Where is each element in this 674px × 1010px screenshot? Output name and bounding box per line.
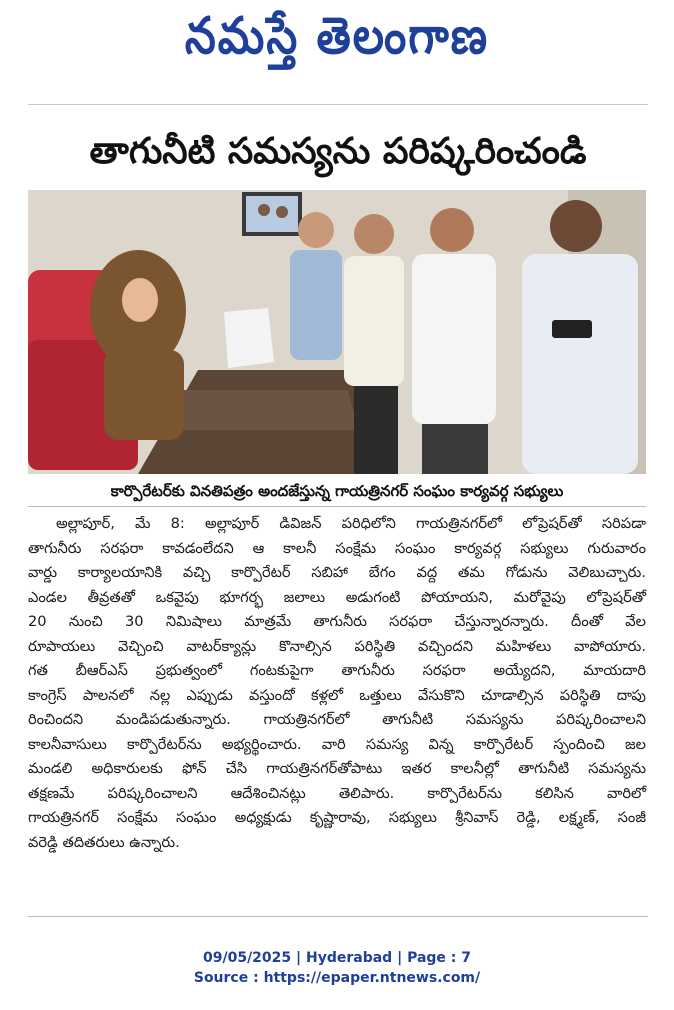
article-line: మండలి అధికారులకు ఫోన్ చేసి గాయత్రినగర్‌తోపాటు ఇతర కాలనీల్లో తాగునీటి సమస్యను (28, 760, 646, 777)
edition-info: 09/05/2025 | Hyderabad | Page : 7 (202, 950, 472, 966)
footer-divider (28, 916, 648, 917)
article-headline: తాగునీటి సమస్యను పరిష్కరించండి (89, 131, 587, 172)
article-line: ఎండల తీవ్రతతో ఒకవైపు భూగర్భ జలాలు అడుగంటి పోయాయని, మరోవైపు లోప్రెషర్‌తో (28, 588, 646, 606)
article-line: కాంగ్రెస్ పాలనలో నల్ల ఎప్పుడు వస్తుందో కళ్లలో ఒత్తులు వేసుకొని చూడాల్సిన పరిస్థితి దాపు (28, 686, 646, 704)
article-line: కాలనీవాసులు కార్పొరేటర్‌ను అభ్యర్థించారు. వారి సమస్య విన్న కార్పొరేటర్ స్పందించి జల (28, 735, 646, 753)
news-photo (28, 190, 646, 474)
header-divider (28, 104, 648, 105)
article-line: అల్లాపూర్, మే 8: అల్లాపూర్ డివిజన్ పరిధిలోని గాయత్రినగర్‌లో లోప్రెషర్‌తో సరిపడా (56, 515, 646, 532)
article-line: గాయత్రినగర్ సంక్షేమ సంఘం అధ్యక్షుడు కృష్ణారావు, సభ్యులు శ్రీనివాస్ రెడ్డి, లక్ష్మణ్, సంజీ (28, 809, 646, 826)
article-body (28, 512, 646, 855)
article-line: తాగునీరు సరఫరా కావడంలేదని ఆ కాలనీ సంక్షేమ సంఘం కార్యవర్గ సభ్యులు గురువారం (28, 539, 646, 557)
newspaper-logo: నమస్తే తెలంగాణ (184, 7, 490, 66)
article-line: రించిందని మండిపడుతున్నారు. గాయత్రినగర్‌లో తాగునీటి సమస్యను పరిష్కరించాలని (28, 711, 646, 728)
source-link[interactable]: Source : https://epaper.ntnews.com/ (193, 970, 481, 986)
photo-caption: కార్పొరేటర్‌కు వినతిపత్రం అందజేస్తున్న గాయత్రినగర్ సంఘం కార్యవర్గ సభ్యులు (28, 476, 646, 507)
news-photo-illustration (28, 190, 646, 474)
article-line: వరెడ్డి తదితరులు ఉన్నారు. (28, 833, 180, 851)
article-line: తక్షణమే పరిష్కరించాలని ఆదేశించినట్లు తెలిపారు. కార్పొరేటర్‌ను కలిసిన వారిలో (28, 784, 646, 802)
article-line: 20 నుంచి 30 నిమిషాలు మాత్రమే తాగునీరు సరఫరా చేస్తున్నారన్నారు. దీంతో వేల (28, 613, 646, 630)
masthead (0, 6, 674, 68)
page-footer (0, 948, 674, 988)
article-line: గత బీఆర్‌ఎస్ ప్రభుత్వంలో గంటకుపైగా తాగునీరు సరఫరా అయ్యేదని, మాయదారి (28, 662, 646, 679)
article-line: వార్డు కార్యాలయానికి వచ్చి కార్పొరేటర్ సబిహా బేగం వద్ద తమ గోడును వెలిబుచ్చారు. (28, 564, 646, 581)
article-line: రూపాయలు వెచ్చించి వాటర్‌క్యాన్లు కొనాల్సిన పరిస్థితి వచ్చిందని మహిళలు వాపోయారు. (28, 637, 646, 655)
